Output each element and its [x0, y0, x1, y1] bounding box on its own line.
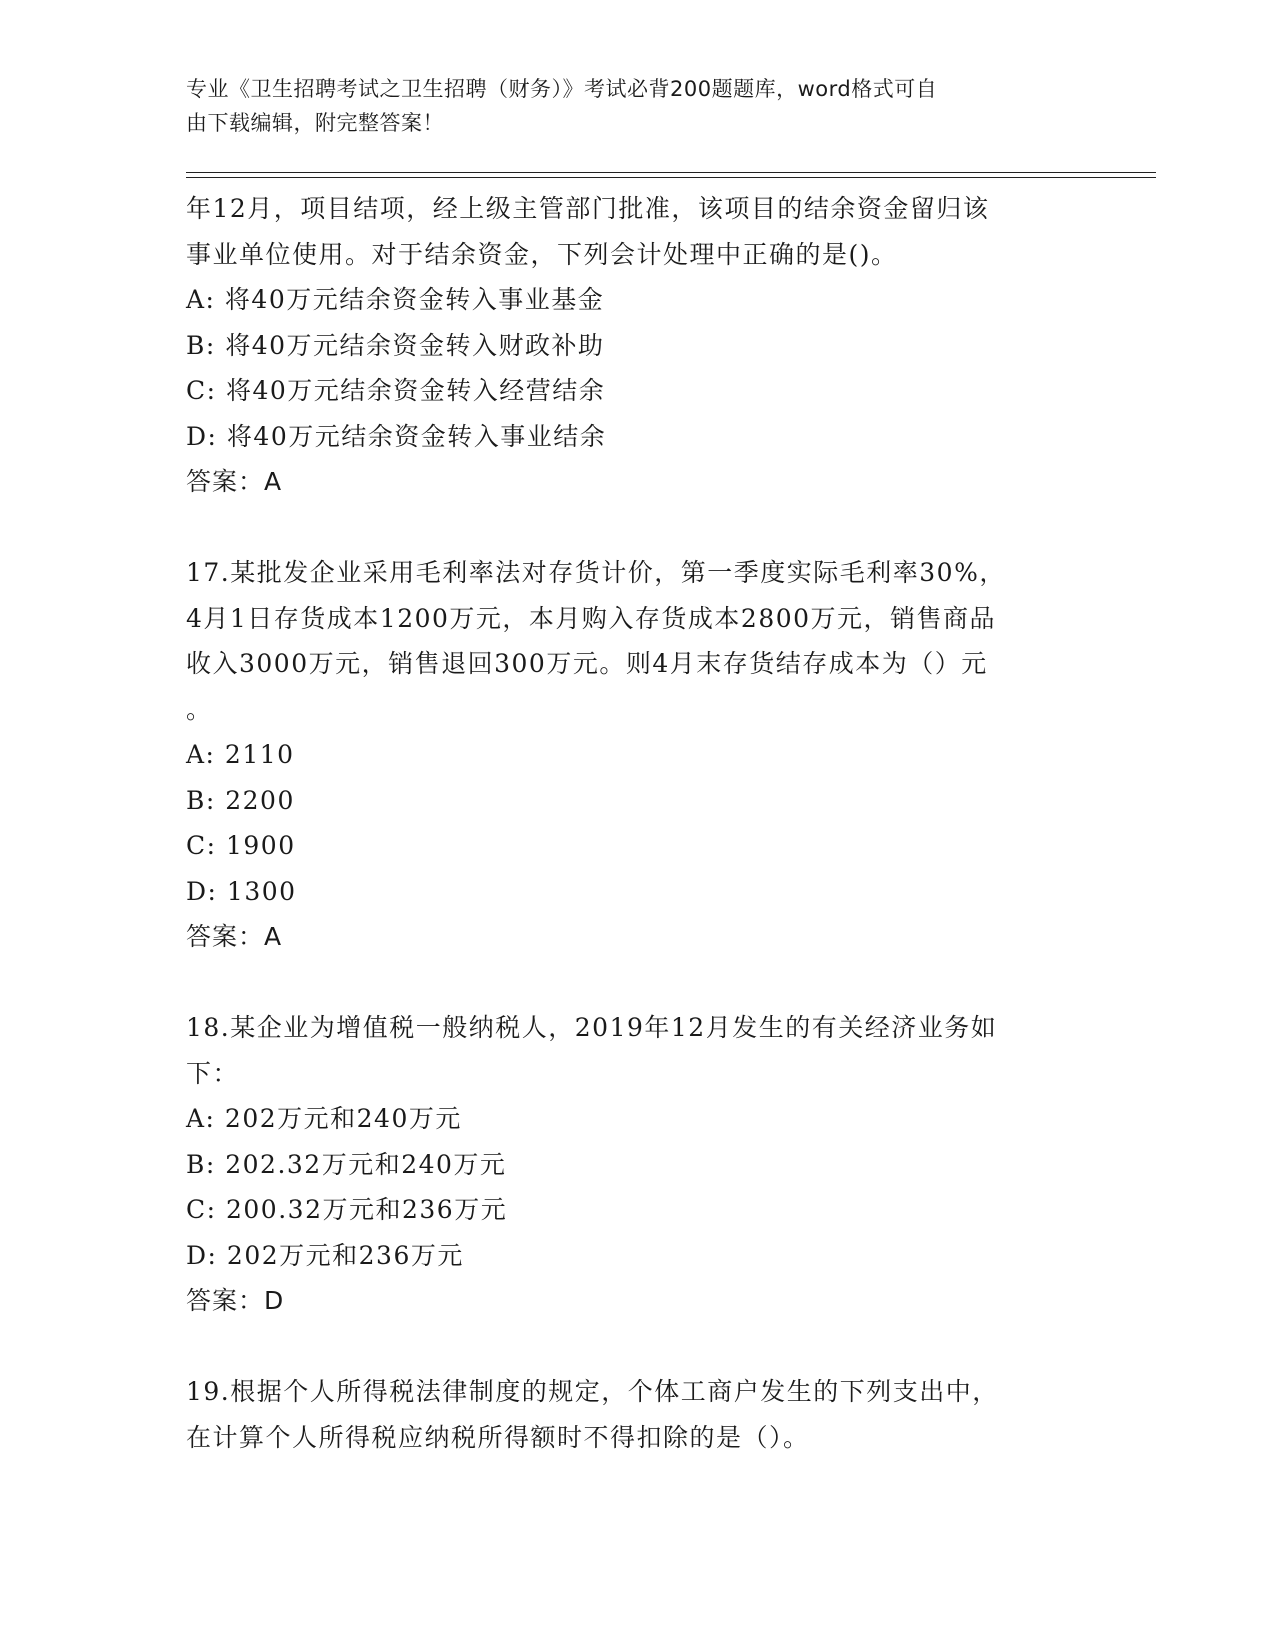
question-17-option-d: D: 1300: [186, 876, 297, 906]
question-18-answer: 答案：D: [186, 1286, 285, 1315]
question-16-answer: 答案：A: [186, 467, 283, 496]
question-18-option-a: A: 202万元和240万元: [186, 1104, 462, 1133]
question-17-text-3: 收入3000万元，销售退回300万元。则4月末存货结存成本为（）元: [186, 649, 988, 678]
question-18-text-2: 下：: [186, 1058, 240, 1088]
question-18-text-1: 18.某企业为增值税一般纳税人，2019年12月发生的有关经济业务如: [186, 1013, 998, 1042]
spacer: [186, 960, 1106, 1006]
question-17-text-1: 17.某批发企业采用毛利率法对存货计价，第一季度实际毛利率30%，: [186, 558, 1006, 587]
spacer: [186, 1324, 1106, 1370]
page-header: [186, 72, 1066, 140]
question-19: [186, 1369, 1106, 1460]
question-17: [186, 550, 1106, 960]
spacer: [186, 505, 1106, 551]
question-16-option-d: D: 将40万元结余资金转入事业结余: [186, 421, 607, 451]
question-16-text-1: 年12月，项目结项，经上级主管部门批准，该项目的结余资金留归该: [186, 194, 990, 223]
question-16-text-2: 事业单位使用。对于结余资金，下列会计处理中正确的是()。: [186, 239, 898, 269]
header-rule-top: [186, 172, 1156, 173]
question-17-option-a: A: 2110: [186, 740, 295, 769]
question-18-option-c: C: 200.32万元和236万元: [186, 1195, 508, 1224]
question-19-text-1: 19.根据个人所得税法律制度的规定，个体工商户发生的下列支出中，: [186, 1377, 999, 1406]
header-rule-bottom: [186, 177, 1156, 178]
document-body: [186, 186, 1106, 1460]
question-19-text-2: 在计算个人所得税应纳税所得额时不得扣除的是（）。: [186, 1422, 810, 1452]
question-18-option-b: B: 202.32万元和240万元: [186, 1149, 507, 1179]
question-17-text-2: 4月1日存货成本1200万元，本月购入存货成本2800万元，销售商品: [186, 603, 997, 633]
question-17-answer: 答案：A: [186, 922, 283, 951]
question-17-option-b: B: 2200: [186, 785, 295, 815]
header-line-1: 专业《卫生招聘考试之卫生招聘（财务）》考试必背200题题库，word格式可自: [186, 77, 938, 101]
question-18-option-d: D: 202万元和236万元: [186, 1240, 464, 1270]
question-17-text-4: 。: [186, 694, 213, 724]
question-16-option-a: A: 将40万元结余资金转入事业基金: [186, 285, 605, 314]
question-16: [186, 186, 1106, 505]
question-17-option-c: C: 1900: [186, 831, 296, 860]
question-18: [186, 1005, 1106, 1324]
header-line-2: 由下载编辑，附完整答案！: [186, 111, 444, 135]
question-16-option-b: B: 将40万元结余资金转入财政补助: [186, 330, 605, 360]
question-16-option-c: C: 将40万元结余资金转入经营结余: [186, 376, 606, 405]
